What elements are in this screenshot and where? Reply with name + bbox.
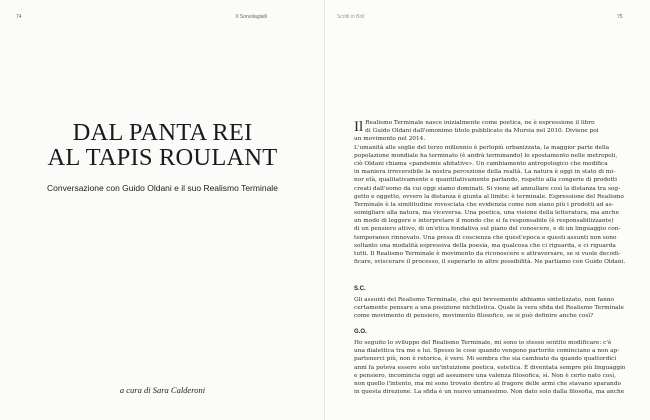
text-line: temporaneo rinnovato. Una presa di coscienza che quest'epoca e questi assunti non sono bbox=[354, 234, 617, 241]
text-line: partenerci più, non è retorica, è vero. Mi sembra che sia cambiato da quando quattordici bbox=[354, 356, 617, 363]
page-number: 74 bbox=[16, 14, 22, 20]
text-line: somigliare alla natura, ma viceversa. Una poetica, una visione della letteratura, ma anche bbox=[354, 210, 620, 217]
speaker-initials: S.C. bbox=[354, 286, 366, 292]
text-line: L'umanità alle soglie del terzo millennio è perlopiù urbanizzata, la maggior parte della bbox=[354, 144, 610, 151]
text-line: di un pensiero attivo, di un'etica fondativa sul piano del conoscere, e di un linguaggio con- bbox=[354, 226, 621, 233]
text-line: getto e oggetto, ovvero la distanza è giunta al limite: è terminale. Espressione del Realismo bbox=[354, 193, 624, 200]
text-line: in questa direzione. La sfida è un nuovo umanesimo. Non dato solo dalla filosofia, ma anche bbox=[354, 389, 625, 396]
answer-paragraph bbox=[354, 339, 637, 396]
right-page bbox=[325, 0, 650, 420]
text-line: soltanto una modalità espressiva della poesia, ma qualcosa che ci riguarda, e ci riguarda bbox=[354, 242, 616, 249]
text-line: come movimento di pensiero, movimento filosofico, se si può definire anche così? bbox=[354, 313, 594, 320]
text-line: un modo di leggere e interpretare il mondo che si fa responsabile (è responsabilizzante) bbox=[354, 218, 614, 225]
intro-paragraph bbox=[354, 119, 637, 266]
text-line: di Guido Oldani dall'omonimo titolo pubblicato da Mursia nel 2010. Diviene poi bbox=[365, 128, 599, 135]
text-line: creati dall'uomo da cui oggi siamo dominati. Si viene ad annullare così la distanza tra sog- bbox=[354, 185, 621, 192]
speaker-initials: G.O. bbox=[354, 329, 367, 335]
article-title bbox=[0, 120, 325, 170]
text-line: in maniera irreversibile la nostra percezione della realtà. La natura è oggi in stato di mi- bbox=[354, 169, 616, 176]
curator-credit: a cura di Sara Calderoni bbox=[119, 385, 206, 395]
text-line: popolazione mondiale ha terminato (è andrà terminando) lo spostamento nelle metropoli, bbox=[354, 152, 618, 159]
text-line: e pensiero, incomincia oggi ad assumere una valenza filosofica, sì. Non è certo nato così, bbox=[354, 372, 616, 379]
text-line: ficare, sviscerare il processo, il superarlo in altre possibilità. Ne parliamo con Guido Oldani. bbox=[354, 259, 626, 266]
text-line: certamente pensare a una posizione nichilistica. Quale la vera sfida del Realismo Terminale bbox=[354, 305, 624, 312]
text-line: nor età, qualitativamente e quantitativamente parlando, rispetto alla congerie di prodotti bbox=[354, 177, 618, 184]
title-line: AL TAPIS ROULANT bbox=[47, 144, 278, 171]
question-paragraph bbox=[354, 296, 637, 321]
title-line: DAL PANTA REI bbox=[72, 119, 253, 146]
text-line: un movimento nel 2014. bbox=[354, 136, 426, 143]
text-line: Terminale è la similitudine rovesciata che evidenzia come non siano più i prodotti ad as- bbox=[354, 201, 614, 208]
text-line: Gli assunti del Realismo Terminale, che qui brevemente abbiamo sintetizzato, non fanno bbox=[354, 297, 615, 303]
running-head: Scritti in Boll bbox=[337, 14, 365, 20]
text-line: tutti. Il Realismo Terminale è movimento da riconoscere e attraversare, se si vuole decodi- bbox=[354, 251, 621, 257]
article-subtitle: Conversazione con Guido Oldani e il suo Realismo Terminale bbox=[47, 183, 278, 193]
text-line: Realismo Terminale nasce inizialmente come poetica, ne è espressione il libro bbox=[365, 120, 595, 126]
page-number: 75 bbox=[617, 14, 623, 20]
text-line: non quello l'intento, ma mi sono trovato dentro al fragore delle armi che stavano sparando bbox=[354, 380, 621, 387]
text-line: anni fa poteva essere solo un'intuizione poetica, estetica. È diventata sempre più linguaggio bbox=[354, 364, 626, 371]
running-head: Il Sorvolagialli bbox=[236, 14, 267, 20]
text-line: Ho seguito lo sviluppo del Realismo Terminale, mi sono io stesso sentito modificare: c'è bbox=[354, 340, 612, 346]
text-line: una dialettica tra me e lui. Spesso le cose quando vengono partorite cominciano a non ap- bbox=[354, 348, 620, 355]
text-line: ciò Oldani chiama «pandemie abitative». Un cambiamento antropologico che modifica bbox=[354, 160, 608, 167]
drop-cap: Il bbox=[354, 119, 364, 135]
